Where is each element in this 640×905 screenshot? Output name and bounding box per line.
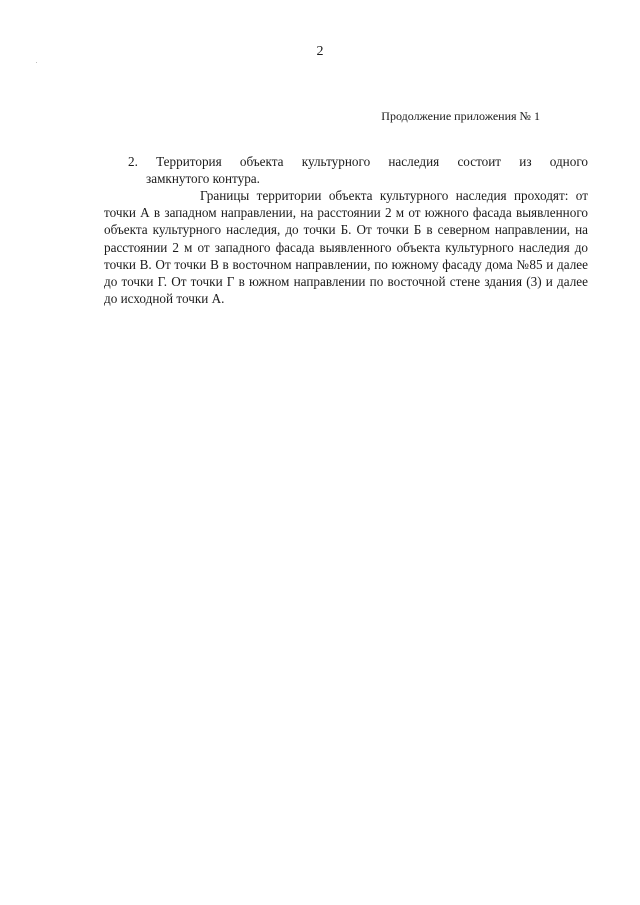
- scan-speck: [36, 62, 37, 63]
- item-number: 2.: [128, 154, 138, 169]
- item-line-1: [128, 153, 588, 170]
- item-text-line-1: Территория объекта культурного наследия состоит из одного: [156, 154, 589, 169]
- item-text-line-2: замкнутого контура.: [146, 171, 260, 186]
- page-number: 2: [316, 44, 324, 59]
- numbered-item-2: [128, 153, 588, 187]
- boundary-description-paragraph: Границы территории объекта культурного наследия проходят: от точки А в западном направлении, на расстоянии 2 м от южного фасада выявленного объекта культурного наследия, до точки Б. От точки Б в северном направлении, на расстоянии 2 м от западного фасада выявленного объекта культурного наследия до точки В. От точки В в восточном направлении, по южному фасаду дома №85 и далее до точки Г. От точки Г в южном направлении по восточной стене здания (3) и далее до исходной точки А.: [104, 188, 588, 307]
- appendix-continuation-note: Продолжение приложения № 1: [381, 109, 540, 123]
